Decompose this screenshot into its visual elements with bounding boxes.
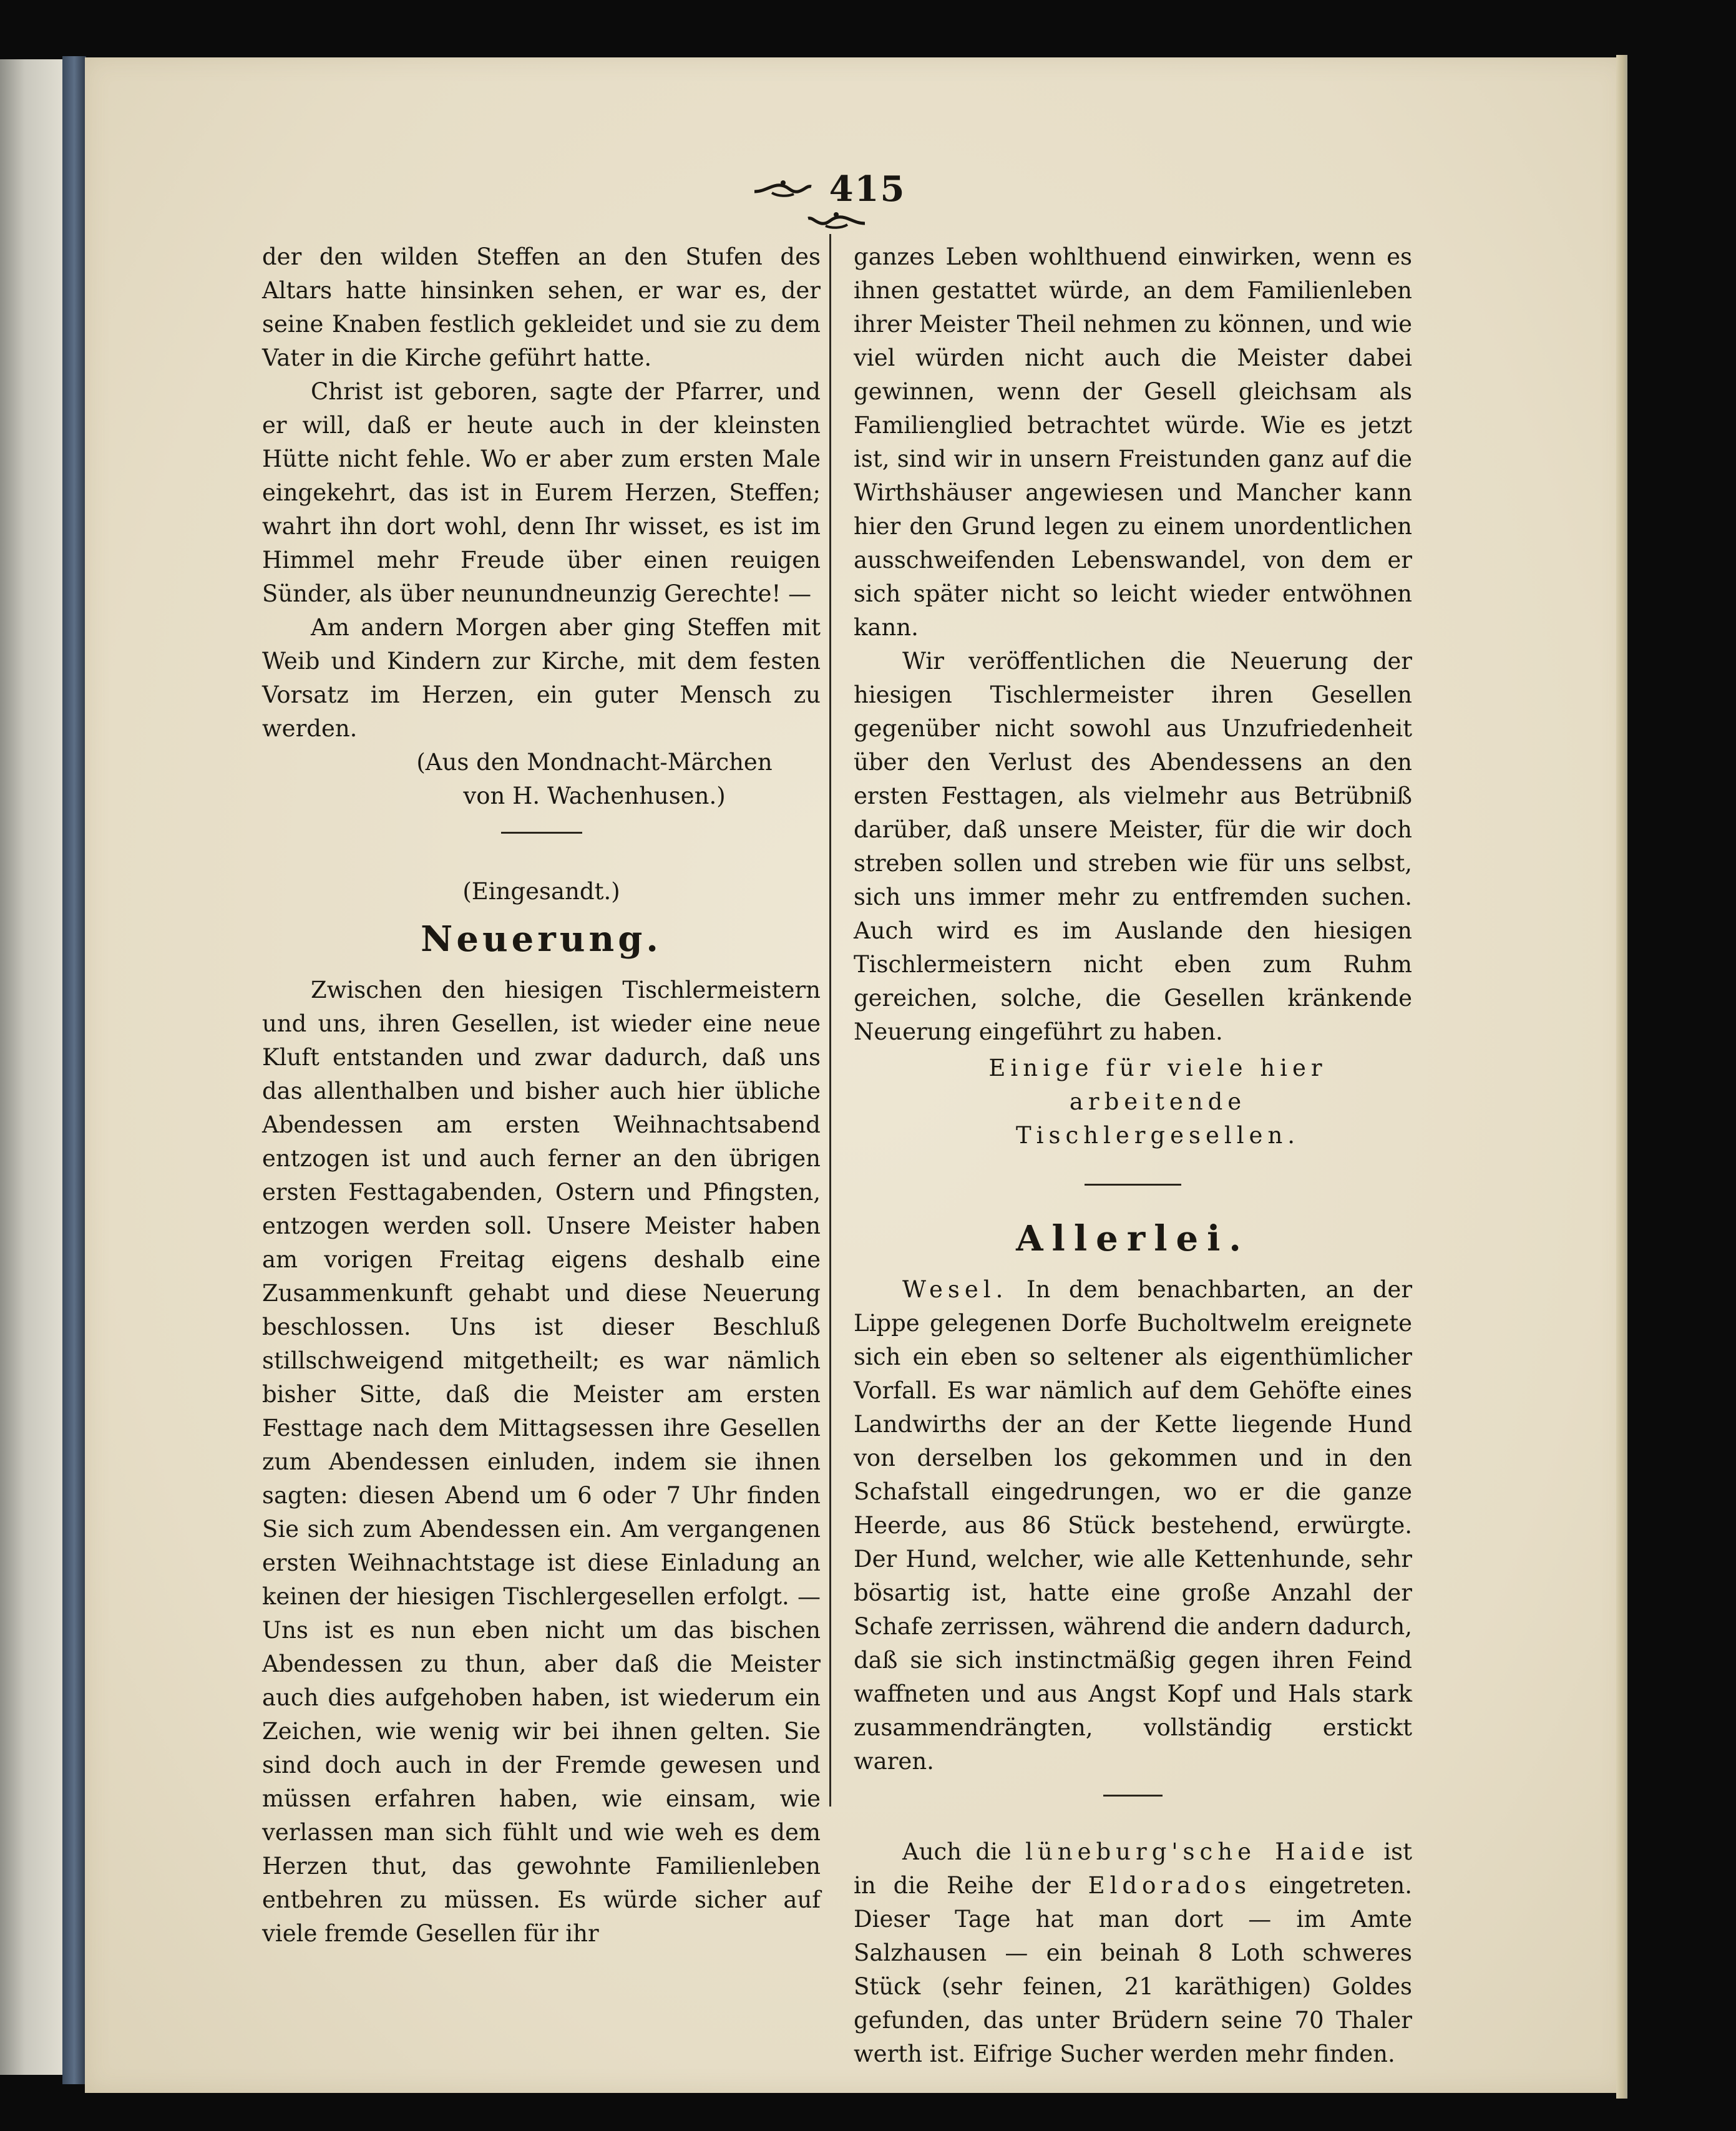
section-rule: [1085, 1184, 1181, 1186]
news-paragraph: [854, 1273, 1412, 1778]
section-heading: Allerlei.: [1016, 1218, 1250, 1259]
page-header: [724, 168, 948, 218]
news-text: In dem benachbarten, an der Lippe gelegenen Dorfe Bucholtwelm ereignete sich ein eben so seltener als eigenthümlicher Vorfall. Es war nämlich auf dem Gehöfte eines Landwirths der an der Kette liegende Hund von derselben los gekommen und in den Schafstall eingedrungen, wo er die ganze Heerde, aus 86 Stück bestehend, erwürgte. Der Hund, welcher, wie alle Kettenhunde, sehr bösartig ist, hatte eine große Anzahl der Schafe zerrissen, während die andern dadurch, daß sie sich instinctmäßig gegen ihren Feind waffneten und aus Angst Kopf und Hals stark zusammendrängten, vollständig erstickt waren.: [854, 1276, 1413, 1775]
news-paragraph: [854, 1835, 1412, 2071]
left-column: [262, 240, 821, 1951]
news-text: ist in die Reihe der: [854, 1838, 1413, 1899]
column-divider: [829, 234, 831, 1807]
ornament-left-icon: [753, 178, 812, 200]
signature-line: Einige für viele hier arbeitende: [988, 1055, 1327, 1115]
signature-line: Tischlergesellen.: [1015, 1122, 1300, 1149]
source-attribution: [262, 746, 821, 813]
source-line: (Aus den Mondnacht-Märchen: [416, 749, 773, 776]
page-right-edge: [1616, 55, 1627, 2099]
news-emphasis: lüneburg'sche Haide: [1025, 1838, 1370, 1865]
news-text: Auch die: [902, 1838, 1012, 1865]
article-paragraph: Wir veröffentlichen die Neuerung der hiesigen Tischlermeister ihren Gesellen gegenüber nicht sowohl aus Unzufriedenheit über den Verlust des Abendessens an den ersten Festtagen, als vielmehr aus Betrübniß darüber, daß unsere Meister, für die wir doch streben sollen und streben wie für uns selbst, sich uns immer mehr zu entfremden suchen. Auch wird es im Auslande den hiesigen Tischlermeistern nicht eben zum Ruhm gereichen, solche, die Gesellen kränkende Neuerung eingeführt zu haben.: [854, 648, 1412, 1045]
left-page-edge: [0, 59, 64, 2075]
right-column: [854, 240, 1412, 2071]
book-spine: [62, 56, 86, 2084]
news-place: Wesel.: [902, 1276, 1008, 1303]
news-emphasis: Eldorados: [1088, 1872, 1252, 1899]
ornament-right-icon: [807, 210, 866, 232]
news-text: eingetreten. Dieser Tage hat man dort — im Amte Salzhausen — ein beinah 8 Loth schweres Stück (sehr feinen, 21 karäthigen) Goldes gefunden, das unter Brüdern seine 70 Thaler werth ist. Eifrige Sucher werden mehr finden.: [854, 1872, 1413, 2067]
article-paragraph: Zwischen den hiesigen Tischlermeistern und uns, ihren Gesellen, ist wieder eine neue Kluft entstanden und zwar dadurch, daß uns das allenthalben und bisher auch hier übliche Abendessen am ersten Weihnachtsabend entzogen ist und auch ferner an den übrigen ersten Festtagabenden, Ostern und Pfingsten, entzogen werden soll. Unsere Meister haben am vorigen Freitag eigens deshalb eine Zusammenkunft gehabt und diese Neuerung beschlossen. Uns ist dieser Beschluß stillschweigend mitgetheilt; es war nämlich bisher Sitte, daß die Meister am ersten Festtage nach dem Mittagsessen ihre Gesellen zum Abendessen einluden, indem sie ihnen sagten: diesen Abend um 6 oder 7 Uhr finden Sie sich zum Abendessen ein. Am vergangenen ersten Weihnachtstage ist diese Einladung an keinen der hiesigen Tischlergesellen erfolgt. — Uns ist es nun eben nicht um das bischen Abendessen zu thun, aber daß die Meister auch dies aufgehoben haben, ist wiederum ein Zeichen, wie wenig wir bei ihnen gelten. Sie sind doch auch in der Fremde gewesen und müssen erfahren haben, wie einsam, wie verlassen man sich fühlt und wie weh es dem Herzen thut, das gewohnte Familienleben entbehren zu müssen. Es würde sicher auf viele fremde Gesellen für ihr: [262, 977, 821, 1947]
story-paragraph: Christ ist geboren, sagte der Pfarrer, und er will, daß er heute auch in der kleinsten Hütte nicht fehle. Wo er aber zum ersten Male eingekehrt, das ist in Eurem Herzen, Steffen; wahrt ihn dort wohl, denn Ihr wisset, es ist im Himmel mehr Freude über einen reuigen Sünder, als über neunundneunzig Gerechte! —: [262, 378, 821, 607]
submitted-note: (Eingesandt.): [462, 878, 620, 905]
article-paragraph: ganzes Leben wohlthuend einwirken, wenn es ihnen gestattet würde, an dem Familienleben ihrer Meister Theil nehmen zu können, und wie viel würden nicht auch die Meister dabei gewinnen, wenn der Gesell gleichsam als Familienglied betrachtet würde. Wie es jetzt ist, sind wir in unsern Freistunden ganz auf die Wirthshäuser angewiesen und Mancher kann hier den Grund legen zu einem unordentlichen ausschweifenden Lebenswandel, von dem er sich später nicht so leicht wieder entwöhnen kann.: [854, 243, 1412, 641]
story-paragraph: Am andern Morgen aber ging Steffen mit Weib und Kindern zur Kirche, mit dem festen Vorsatz im Herzen, ein guter Mensch zu werden.: [262, 614, 821, 742]
story-paragraph: der den wilden Steffen an den Stufen des Altars hatte hinsinken sehen, er war es, der seine Knaben festlich gekleidet und sie zu dem Vater in die Kirche geführt hatte.: [262, 243, 821, 371]
source-line: von H. Wachenhusen.): [463, 783, 726, 809]
article-heading: Neuerung.: [421, 919, 662, 960]
page-number: 415: [829, 168, 906, 210]
